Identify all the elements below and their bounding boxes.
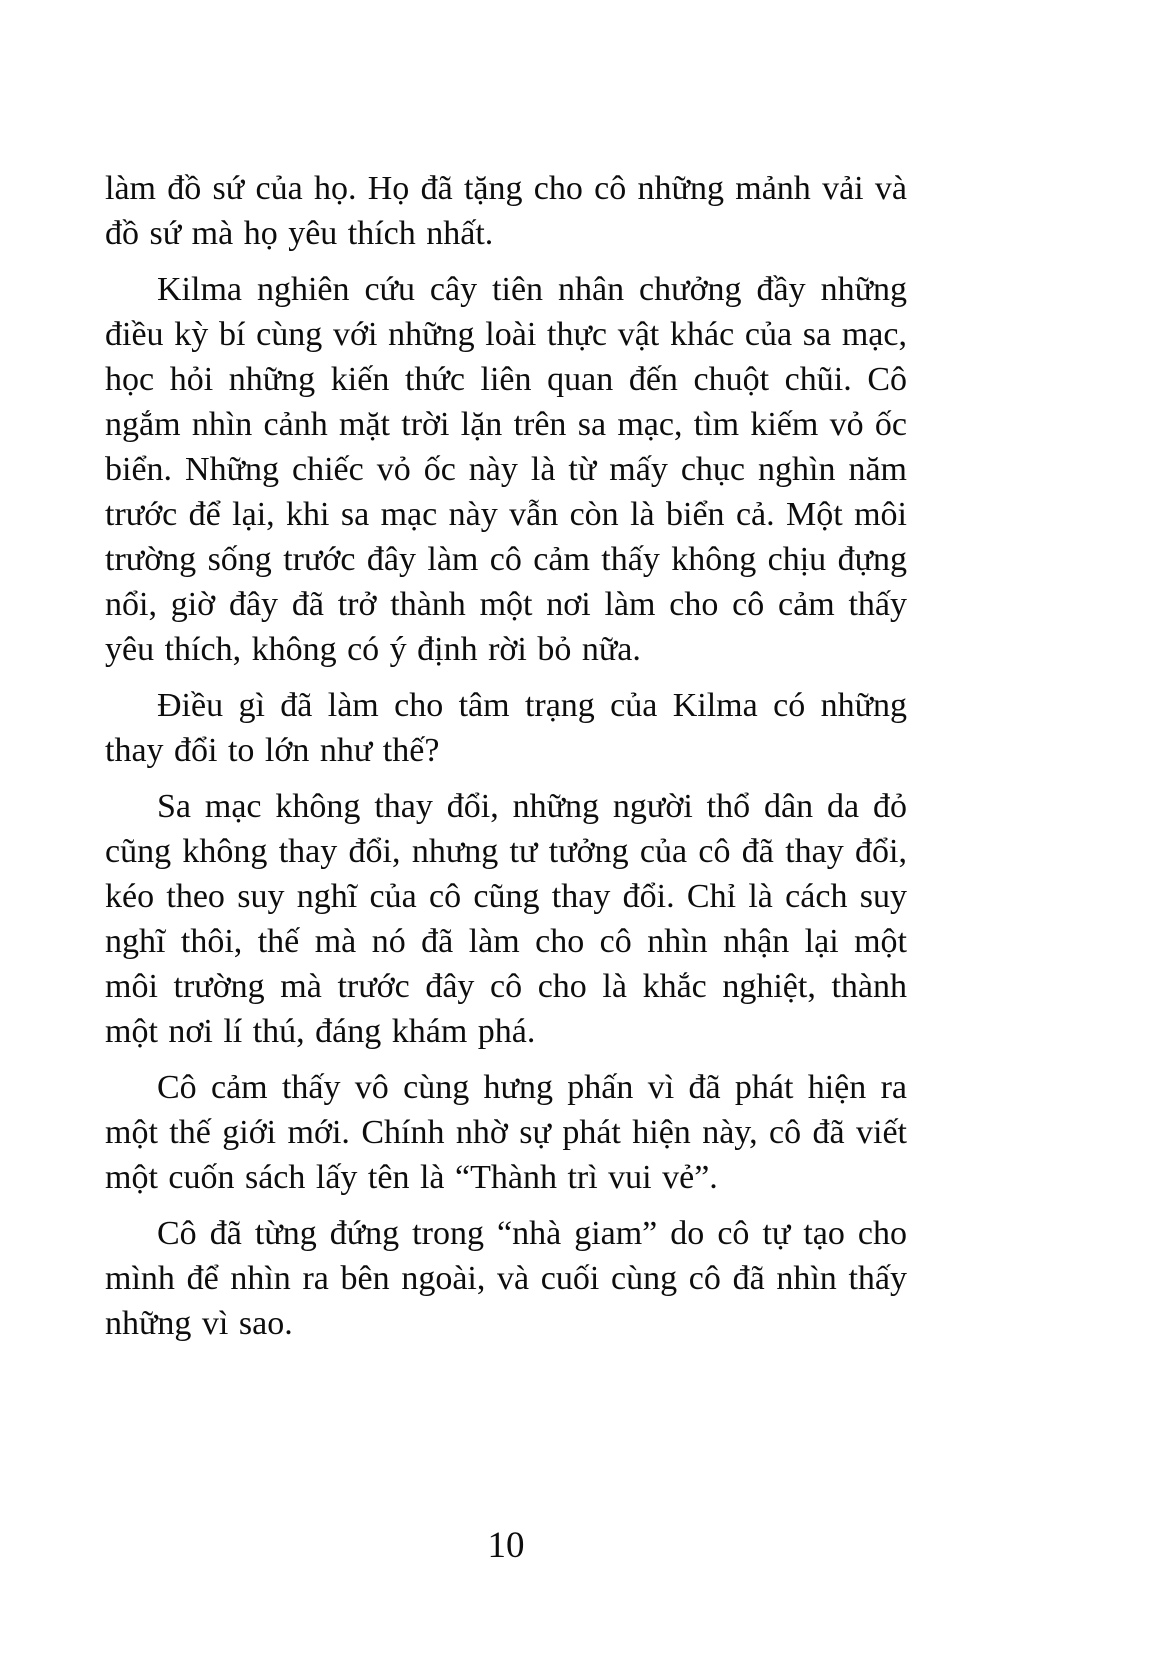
paragraph: Điều gì đã làm cho tâm trạng của Kilma có những thay đổi to lớn như thế? [105,687,907,769]
page-number: 10 [487,1525,525,1566]
paragraph: Cô cảm thấy vô cùng hưng phấn vì đã phát hiện ra một thế giới mới. Chính nhờ sự phát hiện này, cô đã viết một cuốn sách lấy tên là “Thành trì vui vẻ”. [105,1069,907,1196]
paragraph: Kilma nghiên cứu cây tiên nhân chưởng đầy những điều kỳ bí cùng với những loài thực vật khác của sa mạc, học hỏi những kiến thức liên quan đến chuột chũi. Cô ngắm nhìn cảnh mặt trời lặn trên sa mạc, tìm kiếm vỏ ốc biển. Những chiếc vỏ ốc này là từ mấy chục nghìn năm trước để lại, khi sa mạc này vẫn còn là biển cả. Một môi trường sống trước đây làm cô cảm thấy không chịu đựng nổi, giờ đây đã trở thành một nơi làm cho cô cảm thấy yêu thích, không có ý định rời bỏ nữa. [105,271,907,668]
paragraph: Cô đã từng đứng trong “nhà giam” do cô tự tạo cho mình để nhìn ra bên ngoài, và cuối cùng cô đã nhìn thấy những vì sao. [105,1215,907,1342]
paragraph: làm đồ sứ của họ. Họ đã tặng cho cô những mảnh vải và đồ sứ mà họ yêu thích nhất. [105,170,907,252]
paragraph: Sa mạc không thay đổi, những người thổ dân da đỏ cũng không thay đổi, nhưng tư tưởng của cô đã thay đổi, kéo theo suy nghĩ của cô cũng thay đổi. Chỉ là cách suy nghĩ thôi, thế mà nó đã làm cho cô nhìn nhận lại một môi trường mà trước đây cô cho là khắc nghiệt, thành một nơi lí thú, đáng khám phá. [105,788,907,1050]
body-text [105,166,907,1357]
